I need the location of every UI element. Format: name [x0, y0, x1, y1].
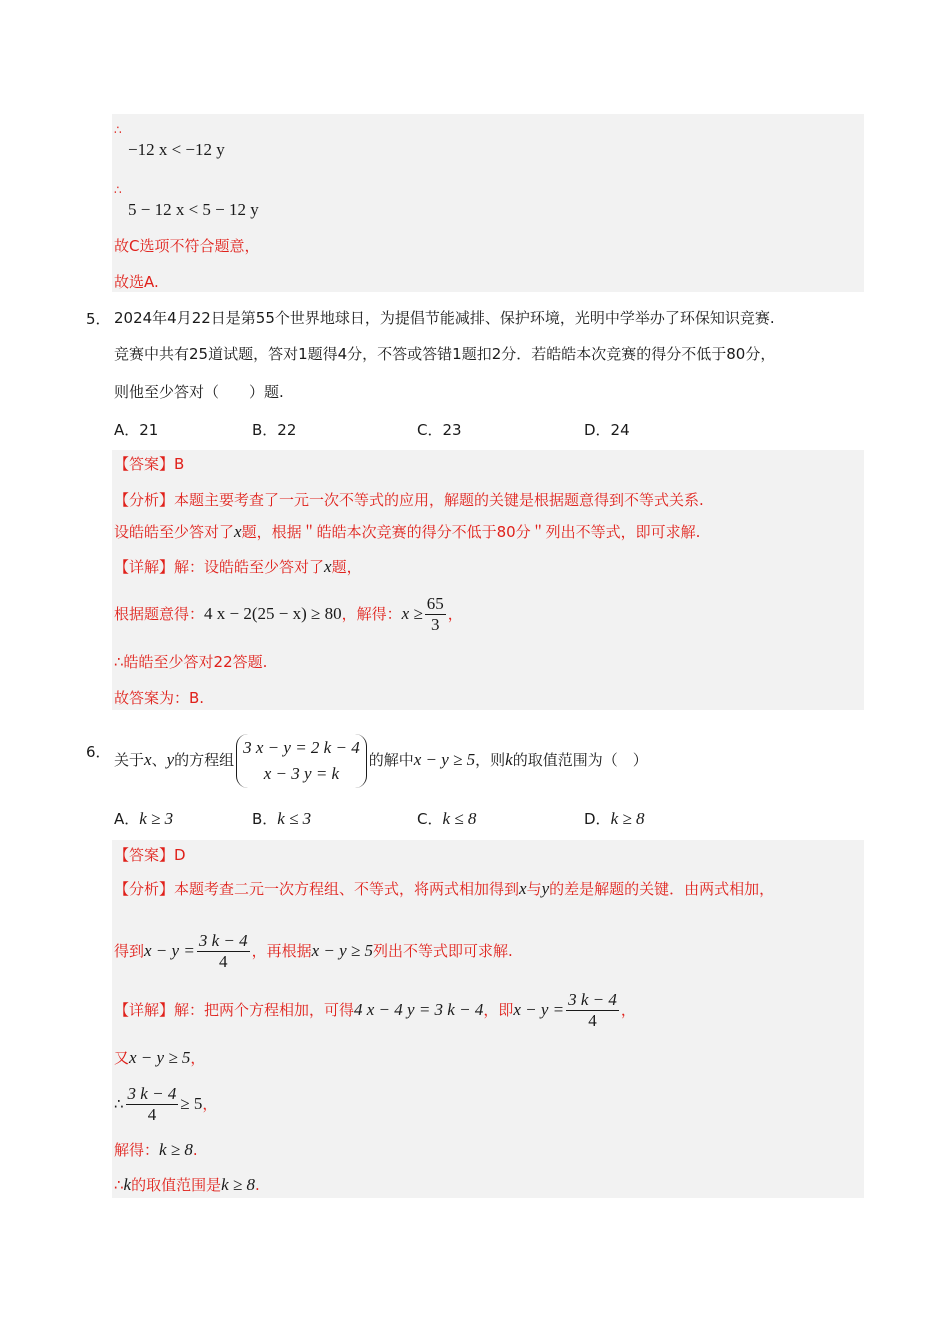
fraction-3k-4-over-4: $\frac{3 k - 4}{4}$ — [568, 990, 617, 1030]
question-5-line-3: 则他至少答对（ ）题. — [114, 383, 284, 401]
q5-answer: 【答案】B — [114, 455, 185, 473]
q5-option-d: D．24 — [584, 421, 630, 439]
q6-option-a: A．k ≥ 3 — [114, 809, 174, 828]
fraction-3k-4-over-4: $\frac{3 k - 4}{4}$ — [198, 931, 248, 971]
q5-option-b: B．22 — [252, 421, 297, 439]
question-5-number: 5． — [86, 310, 111, 328]
prev-line-4: 故选A. — [114, 273, 159, 291]
q6-option-b: B．k ≤ 3 — [252, 809, 312, 828]
q6-detail-3: ∴ $\frac{3 k - 4}{4}$ ≥ 5， — [114, 1084, 218, 1124]
q5-analysis-2: 设皓皓至少答对了x题，根据＂皓皓本次竞赛的得分不低于80分＂列出不等式，即可求解. — [114, 522, 701, 541]
q5-detail-4: 故答案为：B. — [114, 689, 205, 707]
equation-system: 3 x − y = 2 k − 4 x − 3 y = k — [236, 734, 367, 788]
question-5-line-1: 2024年4月22日是第55个世界地球日，为提倡节能减排、保护环境，光明中学举办了环保知识竞赛. — [114, 309, 775, 327]
q6-detail-5: ∴k的取值范围是k ≥ 8. — [114, 1175, 260, 1194]
fraction-3k-4-over-4: $\frac{3 k - 4}{4}$ — [127, 1084, 177, 1124]
fraction-65-over-3: $\frac{65}{3}$ — [426, 594, 444, 634]
question-6-number: 6． — [86, 743, 111, 761]
prev-line-2: ∴ 5 − 12 x < 5 − 12 y — [114, 183, 259, 219]
q5-option-c: C．23 — [417, 421, 462, 439]
question-6-stem: 关于x、y的方程组 3 x − y = 2 k − 4 x − 3 y = k 的解中x − y ≥ 5，则k的取值范围为（ ） — [114, 730, 648, 790]
q5-option-a: A．21 — [114, 421, 159, 439]
q6-option-c: C．k ≤ 8 — [417, 809, 477, 828]
q6-analysis-1: 【分析】本题考查二元一次方程组、不等式，将两式相加得到x与y的差是解题的关键．由两式相加， — [114, 879, 775, 898]
q6-detail-1: 【详解】解：把两个方程相加，可得4 x − 4 y = 3 k − 4，即x − y = $\frac{3 k - 4}{4}$ ， — [114, 990, 636, 1030]
q6-detail-2: 又x − y ≥ 5， — [114, 1048, 206, 1067]
q6-option-d: D．k ≥ 8 — [584, 809, 645, 828]
q5-detail-3: ∴皓皓至少答对22答题. — [114, 653, 268, 671]
math-expr: −12 x < −12 y — [128, 140, 225, 159]
math-expr: 4 x − 2(25 − x) ≥ 80 — [204, 604, 342, 623]
q6-analysis-2: 得到x − y = $\frac{3 k - 4}{4}$ ，再根据x − y ≥ 5列出不等式即可求解. — [114, 931, 513, 971]
q5-detail-2: 根据题意得：4 x − 2(25 − x) ≥ 80，解得：x ≥ $\frac{65}{3}$ ， — [114, 594, 463, 634]
q6-detail-4: 解得：k ≥ 8. — [114, 1140, 198, 1159]
q5-detail-1: 【详解】解：设皓皓至少答对了x题， — [114, 557, 362, 576]
q5-analysis: 【分析】本题主要考查了一元一次不等式的应用，解题的关键是根据题意得到不等式关系. — [114, 491, 704, 509]
prev-line-3: 故C选项不符合题意， — [114, 237, 260, 255]
prev-line-1: ∴ −12 x < −12 y — [114, 123, 225, 159]
question-5-line-2: 竞赛中共有25道试题，答对1题得4分，不答或答错1题扣2分．若皓皓本次竞赛的得分不低于80分， — [114, 345, 776, 363]
math-expr: 5 − 12 x < 5 − 12 y — [128, 200, 259, 219]
q6-answer: 【答案】D — [114, 846, 186, 864]
